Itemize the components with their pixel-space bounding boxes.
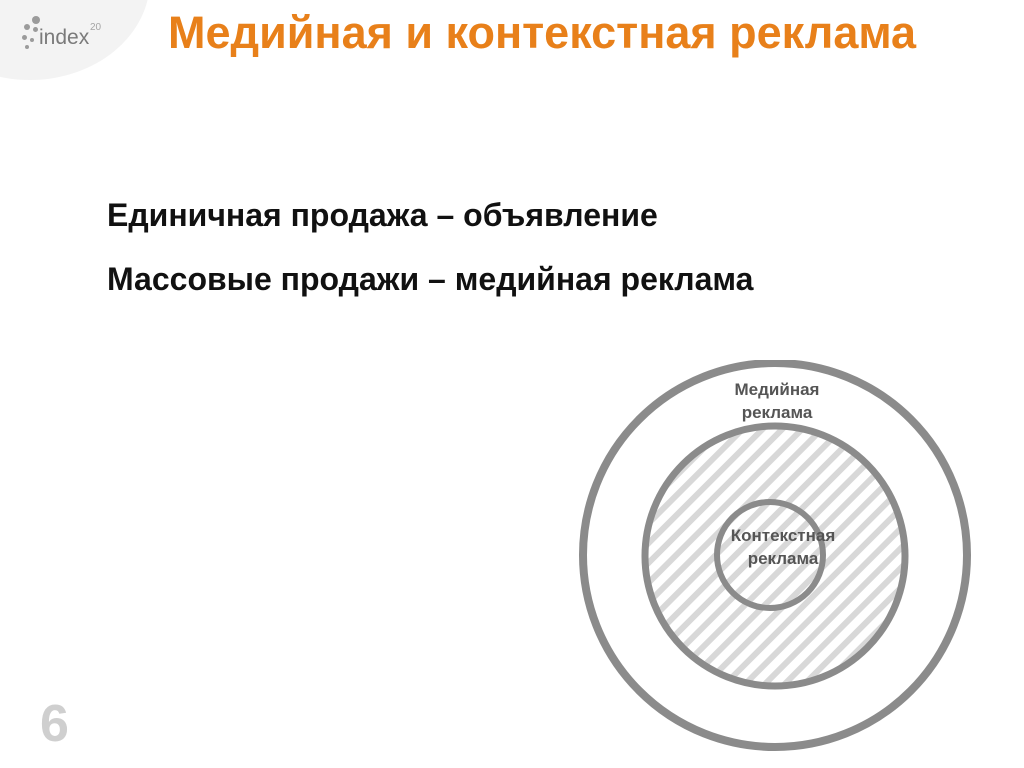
bullet-list — [107, 192, 867, 320]
logo-text: index — [39, 26, 90, 49]
index-logo — [22, 14, 132, 56]
logo-superscript: 20 — [90, 22, 102, 33]
slide-title: Медийная и контекстная реклама — [168, 7, 917, 58]
advertising-circles-diagram — [570, 360, 980, 760]
media-advertising-label: Медийная реклама — [734, 380, 820, 422]
bullet-item: Массовые продажи – медийная реклама — [107, 261, 754, 297]
contextual-advertising-label: Контекстная реклама — [730, 526, 836, 568]
page-number: 6 — [40, 695, 69, 753]
bullet-item: Единичная продажа – объявление — [107, 197, 658, 233]
